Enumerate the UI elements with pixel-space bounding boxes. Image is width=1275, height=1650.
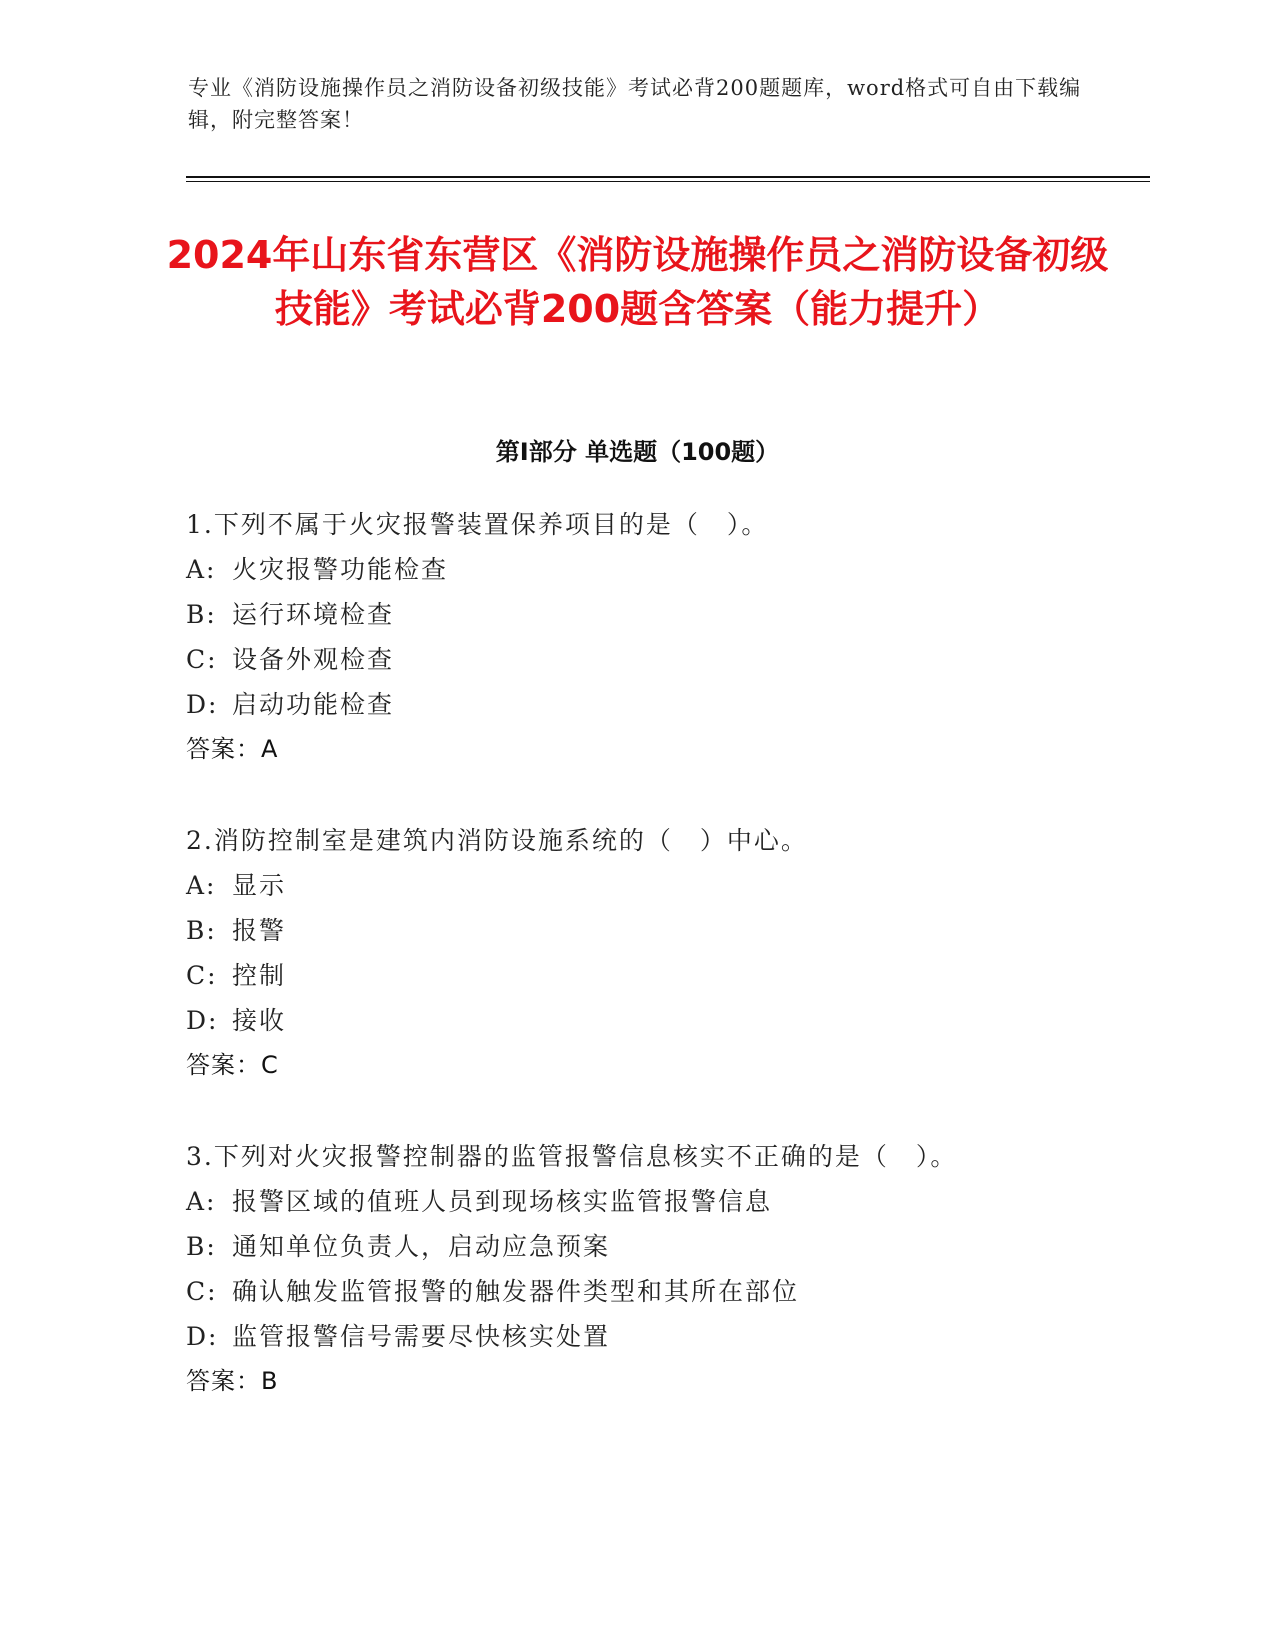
- option-a: [186, 1179, 1146, 1224]
- option-b: [186, 1224, 1146, 1269]
- option-letter: C:: [186, 961, 218, 990]
- option-a: [186, 863, 1146, 908]
- option-text: 控制: [232, 961, 287, 990]
- option-b: [186, 592, 1146, 637]
- option-letter: D:: [186, 690, 219, 719]
- option-text: 确认触发监管报警的触发器件类型和其所在部位: [232, 1277, 800, 1306]
- question-stem: 3.下列对火灾报警控制器的监管报警信息核实不正确的是（ ）。: [186, 1142, 958, 1171]
- option-a: [186, 547, 1146, 592]
- option-d: [186, 682, 1146, 727]
- option-letter: D:: [186, 1322, 219, 1351]
- option-d: [186, 1314, 1146, 1359]
- option-letter: B:: [186, 1232, 217, 1261]
- answer-line: 答案：C: [186, 1051, 279, 1079]
- section-title: 第Ⅰ部分 单选题（100题）: [495, 438, 780, 466]
- question-item: [186, 818, 1146, 1088]
- header-note: 专业《消防设施操作员之消防设备初级技能》考试必背200题题库，word格式可自由下载编辑，附完整答案！: [188, 76, 1082, 132]
- option-letter: B:: [186, 600, 217, 629]
- option-letter: A:: [186, 871, 217, 900]
- question-item: [186, 1134, 1146, 1404]
- option-text: 启动功能检查: [232, 690, 395, 719]
- option-c: [186, 1269, 1146, 1314]
- option-c: [186, 637, 1146, 682]
- option-text: 设备外观检查: [232, 645, 395, 674]
- option-text: 显示: [232, 871, 287, 900]
- option-text: 火灾报警功能检查: [232, 555, 449, 584]
- answer-line: 答案：B: [186, 1367, 279, 1395]
- option-text: 报警区域的值班人员到现场核实监管报警信息: [232, 1187, 773, 1216]
- header-divider-thick: [186, 176, 1150, 178]
- question-item: [186, 502, 1146, 772]
- option-letter: D:: [186, 1006, 219, 1035]
- question-stem: 2.消防控制室是建筑内消防设施系统的（ ）中心。: [186, 826, 808, 855]
- option-text: 报警: [232, 916, 287, 945]
- option-text: 监管报警信号需要尽快核实处置: [232, 1322, 611, 1351]
- option-letter: C:: [186, 645, 218, 674]
- option-text: 运行环境检查: [232, 600, 395, 629]
- answer-line: 答案：A: [186, 735, 279, 763]
- option-letter: B:: [186, 916, 217, 945]
- option-text: 通知单位负责人，启动应急预案: [232, 1232, 611, 1261]
- question-stem: 1.下列不属于火灾报警装置保养项目的是（ ）。: [186, 510, 769, 539]
- option-b: [186, 908, 1146, 953]
- option-d: [186, 998, 1146, 1043]
- option-text: 接收: [232, 1006, 287, 1035]
- option-letter: A:: [186, 555, 217, 584]
- option-letter: C:: [186, 1277, 218, 1306]
- option-letter: A:: [186, 1187, 217, 1216]
- option-c: [186, 953, 1146, 998]
- header-divider-thin: [186, 181, 1150, 182]
- document-title: 2024年山东省东营区《消防设施操作员之消防设备初级技能》考试必背200题含答案（能力提升）: [166, 233, 1109, 331]
